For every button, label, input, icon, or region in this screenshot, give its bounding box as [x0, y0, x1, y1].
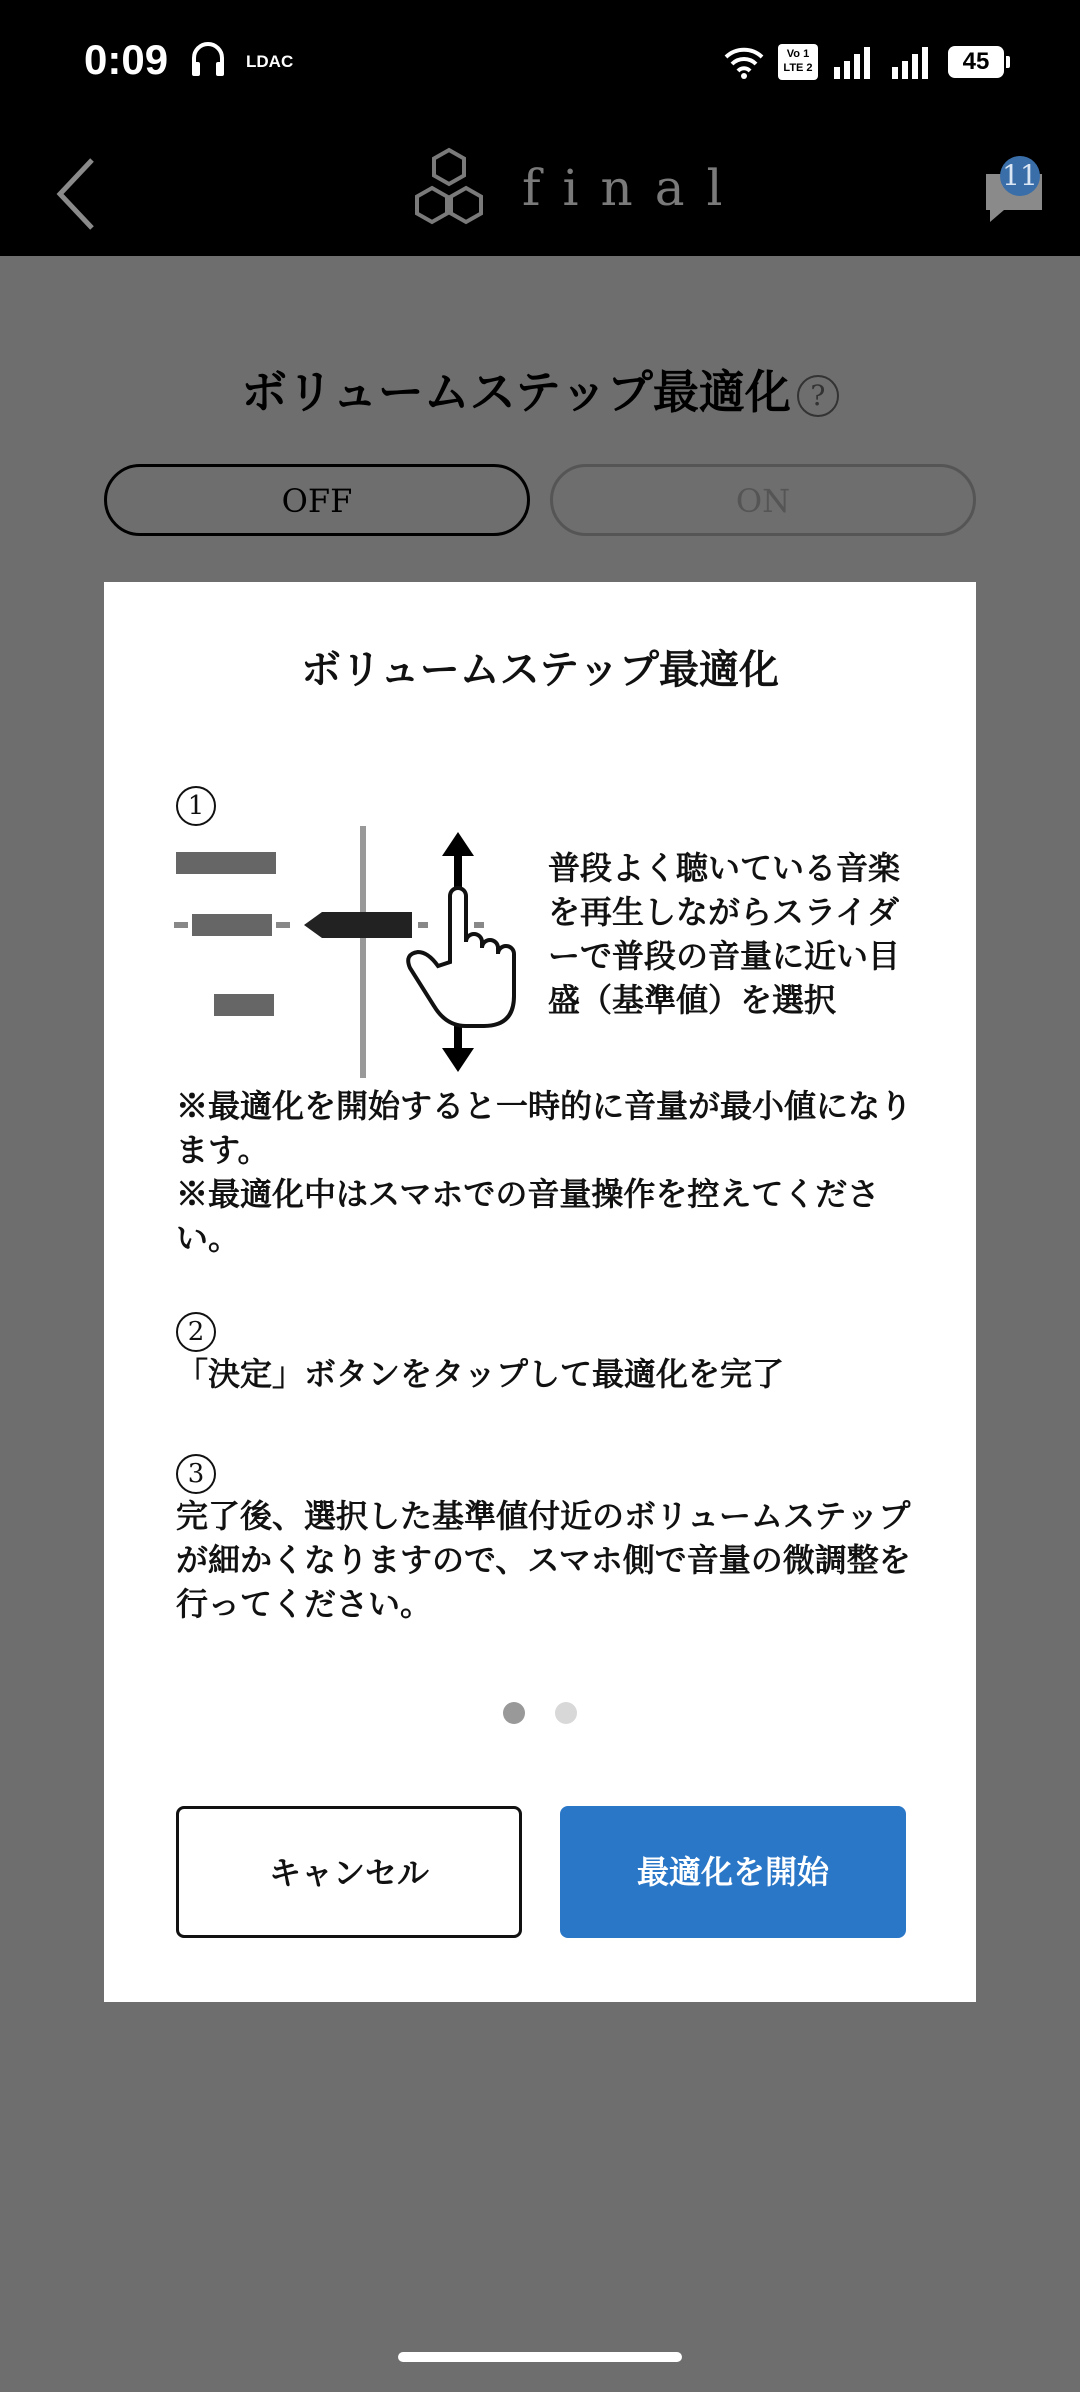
notification-badge: 11: [1000, 156, 1040, 196]
slider-illustration: [174, 826, 554, 1078]
note-1: ※最適化を開始すると一時的に音量が最小値になります。: [176, 1087, 913, 1169]
page-dot-1[interactable]: [503, 1702, 525, 1724]
page-dot-2[interactable]: [555, 1702, 577, 1724]
brand-logo: [404, 146, 745, 230]
status-icons: [724, 40, 1004, 84]
start-optimization-button[interactable]: 最適化を開始: [560, 1806, 906, 1938]
toggle-on-button[interactable]: ON: [550, 464, 976, 536]
battery-icon: 45: [948, 46, 1004, 78]
note-2: ※最適化中はスマホでの音量操作を控えてください。: [176, 1175, 880, 1257]
step-2-text: 「決定」ボタンをタップして最適化を完了: [176, 1355, 785, 1393]
headphones-icon: [190, 40, 226, 80]
page-indicator: [104, 1702, 976, 1724]
optimization-dialog: [104, 582, 976, 2002]
toggle-off-button[interactable]: OFF: [104, 464, 530, 536]
page-title: [0, 356, 1080, 422]
signal-2-icon: [890, 45, 934, 79]
step-3-text: 完了後、選択した基準値付近のボリュームステップが細かくなりますので、スマホ側で音量の微調整を行ってください。: [176, 1497, 911, 1623]
status-bar: [0, 0, 1080, 128]
home-indicator[interactable]: [398, 2352, 682, 2362]
cancel-button[interactable]: キャンセル: [176, 1806, 522, 1938]
step-1-number: 1: [176, 786, 216, 826]
ldac-indicator: LDAC: [246, 52, 294, 71]
help-icon[interactable]: ?: [797, 375, 839, 417]
step-1-text: 普段よく聴いている音楽を再生しながらスライダーで普段の音量に近い目盛（基準値）を選択: [548, 849, 901, 1019]
step-2-number: 2: [176, 1312, 216, 1352]
status-time: 0:09: [84, 36, 169, 83]
wifi-icon: [724, 45, 764, 79]
back-arrow-icon[interactable]: [52, 156, 102, 232]
page-title-text: ボリュームステップ最適化: [241, 365, 791, 419]
step-3-number: 3: [176, 1454, 216, 1494]
dialog-title: ボリュームステップ最適化: [301, 646, 779, 693]
notes: [176, 1084, 916, 1260]
brand-name: final: [522, 159, 745, 217]
hexagon-logo-icon: [404, 146, 494, 230]
volte-icon: Vo 1 LTE 2: [778, 44, 818, 80]
signal-1-icon: [832, 45, 876, 79]
app-header: [0, 128, 1080, 256]
